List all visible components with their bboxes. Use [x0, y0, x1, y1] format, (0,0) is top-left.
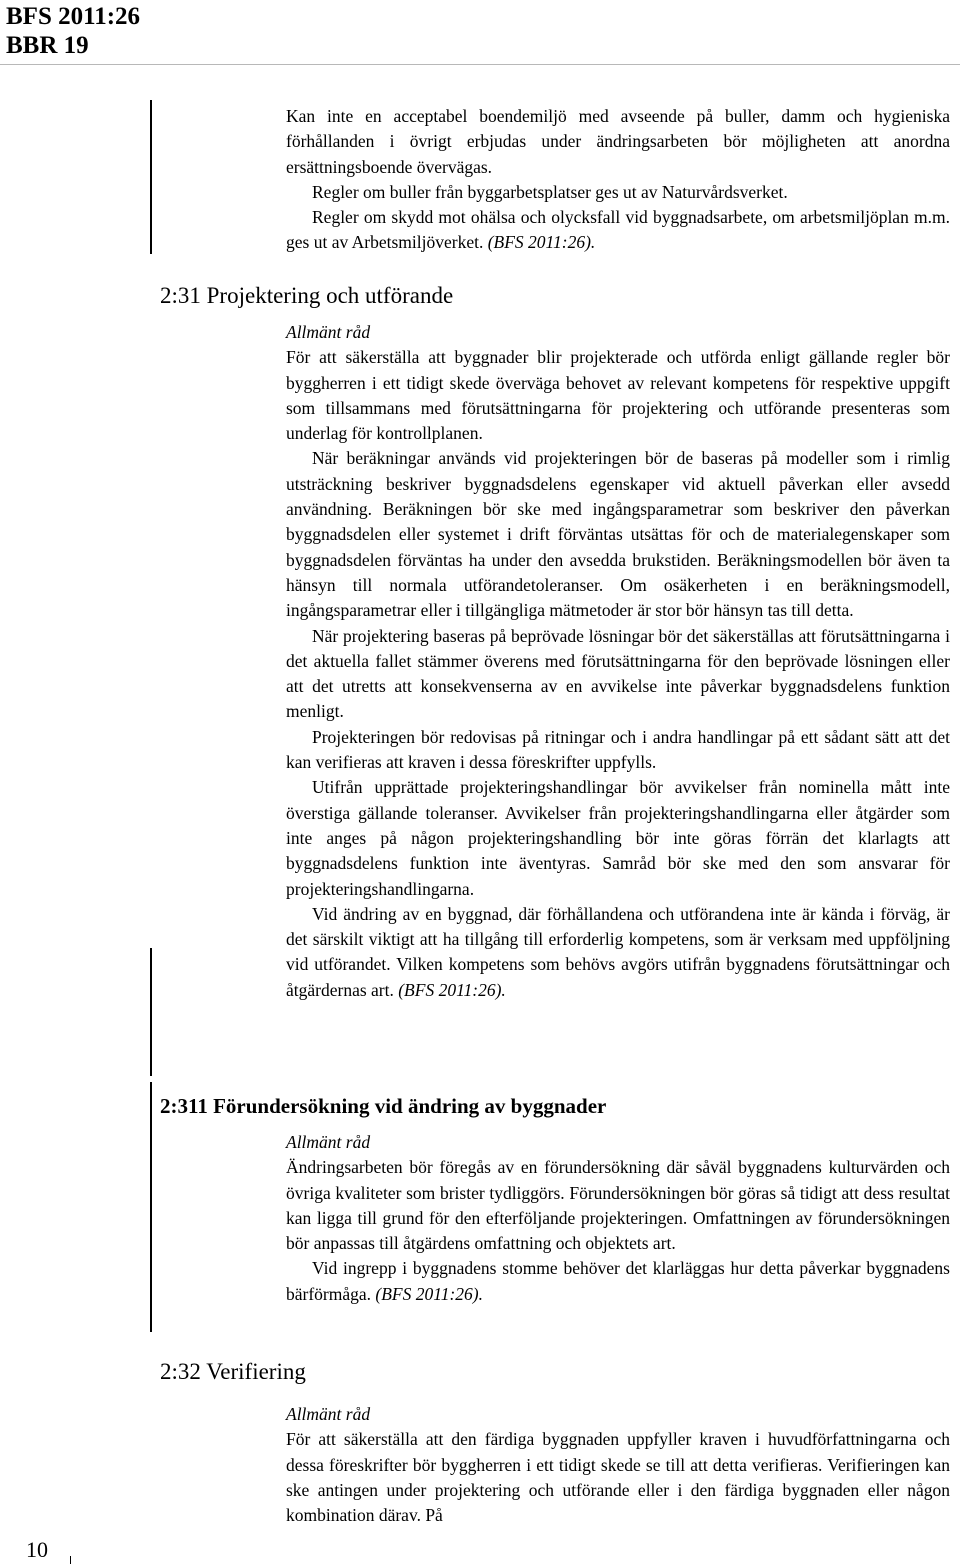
paragraph: Utifrån upprättade projekteringshandlingar bör avvikelser från nominella mått inte överstiga gällande toleranser. Avvikelser från projekteringshandlingarna eller åtgärder som inte anges på någon projekteringshandling bör inte göras förrän det klarlagts att byggnadsdelens funktion inte äventyras. Samråd bör ske med den som ansvarar för projekteringshandlingarna. — [286, 777, 950, 899]
paragraph: För att säkerställa att den färdiga byggnaden uppfyller kraven i huvudförfattningarna och dessa föreskrifter bör byggherren i ett tidigt skede se till att detta verifieras. Verifieringen kan ske antingen under projektering och utförande eller i den färdiga byggnaden eller någon kombination därav. På — [286, 1429, 950, 1526]
paragraph: För att säkerställa att byggnader blir projekterade och utförda enligt gällande regler bör byggherren i ett tidigt skede överväga behovet av relevant kompetens för respektive uppgift som tillsammans med förutsättningarna för projektering och utförande presenteras som underlag för kontrollplanen. — [286, 347, 950, 444]
paragraph-text: Vid ändring av en byggnad, där förhållandena och utförandena inte är kända i förväg, är det särskilt viktigt att ha tillgång till erforderlig kompetens, som är verksam med uppföljning vid utförandet. Vilken kompetens som behövs avgörs utifrån byggnadens förutsättningar och åtgärdernas art. — [286, 903, 950, 1000]
section-heading-2-31: 2:31 Projektering och utförande — [160, 283, 454, 308]
section-2-31-body — [286, 320, 950, 1003]
paragraph-text: Regler om skydd mot ohälsa och olycksfall vid byggnadsarbete, om arbetsmiljöplan m.m. ges ut av Arbetsmiljöverket. — [286, 207, 950, 253]
section-heading-2-311: 2:311 Förundersökning vid ändring av byggnader — [160, 1094, 607, 1118]
header-edition: BBR 19 — [6, 32, 89, 59]
regulation-reference: (BFS 2011:26). — [398, 979, 506, 1000]
general-advice-label: Allmänt råd — [286, 1132, 371, 1152]
paragraph: När projektering baseras på beprövade lösningar bör det säkerställas att förutsättningarna i det aktuella fallet stämmer överens med förutsättningarna för den beprövade lösningen eller att det utretts att konsekvenserna av en avvikelse inte påverkar byggnadsdelens funktion menligt. — [286, 625, 950, 722]
paragraph: Projekteringen bör redovisas på ritningar och i andra handlingar på ett sådant sätt att det kan verifieras att kraven i dessa föreskrifter uppfylls. — [286, 726, 950, 773]
paragraph-text: Vid ingrepp i byggnadens stomme behöver det klarläggas hur detta påverkar byggnadens bärförmåga. — [286, 1258, 950, 1304]
section-2-32-body — [286, 1402, 950, 1528]
intro-block — [286, 104, 950, 256]
paragraph: Kan inte en acceptabel boendemiljö med avseende på buller, damm och hygieniska förhållanden i övrigt erbjudas under ändringsarbeten bör möjligheten att anordna ersättningsboende övervägas. — [286, 106, 950, 177]
regulation-reference: (BFS 2011:26). — [375, 1283, 483, 1304]
change-bar — [150, 948, 152, 1076]
paragraph — [286, 205, 950, 256]
paragraph: När beräkningar används vid projekteringen bör de baseras på modeller som i rimlig utsträckning beskriver byggnadsdelens egenskaper vid aktuell påverkan eller avsedd användning. Beräkningen bör ske med ingångsparametrar som beskriver den påverkan byggnadsdelen eller systemet i drift förväntas utsättas för och de materialegenskaper som byggnadsdelen förväntas ha under den avsedda brukstiden. Beräkningsmodellen bör även ta hänsyn till normala utförandetoleranser. Om osäkerheten i en beräkningsmodell, ingångsparametrar eller i tillgängliga mätmetoder är stor bör hänsyn tas till detta. — [286, 448, 950, 621]
change-bar — [150, 100, 152, 254]
paragraph — [286, 902, 950, 1003]
paragraph — [286, 1256, 950, 1307]
header-divider — [0, 64, 960, 65]
general-advice-label: Allmänt råd — [286, 1404, 371, 1424]
general-advice-label: Allmänt råd — [286, 322, 371, 342]
page-number: 10 — [26, 1537, 48, 1562]
paragraph: Regler om buller från byggarbetsplatser ges ut av Naturvårdsverket. — [312, 181, 788, 202]
regulation-reference: (BFS 2011:26). — [487, 232, 596, 253]
document-header — [6, 2, 140, 60]
change-bar — [150, 1082, 152, 1332]
section-2-311-body — [286, 1130, 950, 1307]
page-footer-rule — [70, 1556, 71, 1564]
section-heading-2-32: 2:32 Verifiering — [160, 1359, 306, 1384]
header-code: BFS 2011:26 — [6, 3, 141, 30]
paragraph: Ändringsarbeten bör föregås av en förundersökning där såväl byggnadens kulturvärden och övriga kvaliteter som brister tydliggörs. Förundersökningen bör göras så tidigt att dess resultat kan ligga till grund för den efterföljande projekteringen. Omfattningen av förundersökningen bör anpassas till åtgärdens omfattning och objektets art. — [286, 1157, 950, 1254]
